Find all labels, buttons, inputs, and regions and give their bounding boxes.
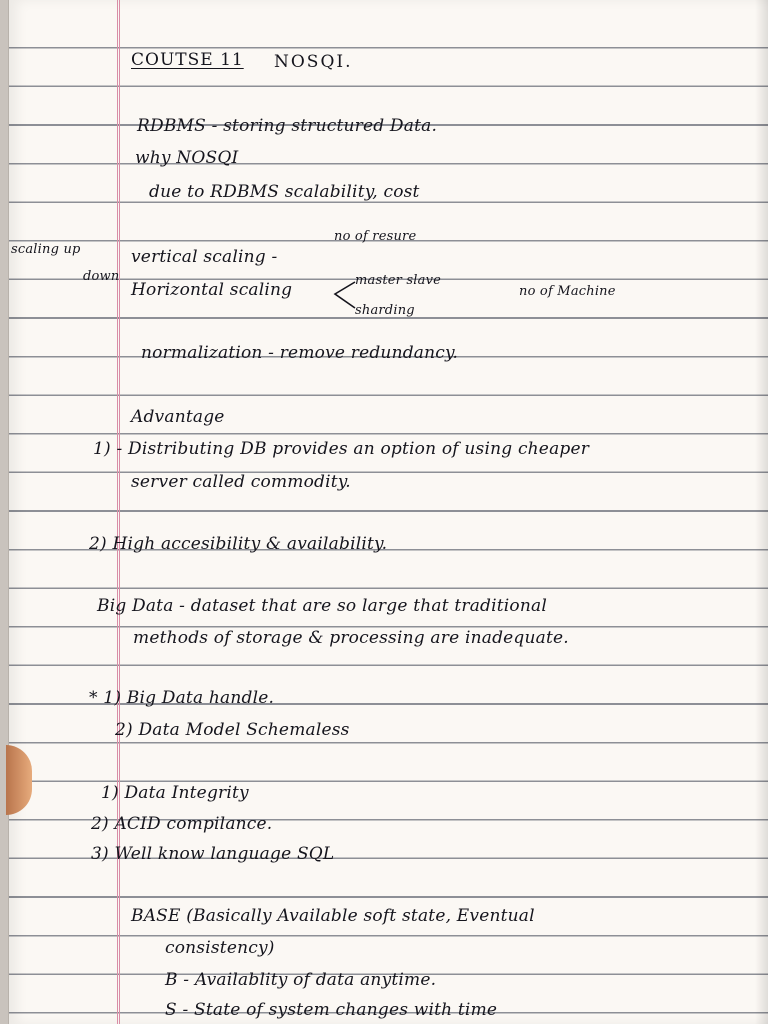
note-no-of-resource: no of resure (334, 229, 417, 244)
line-base-2: consistency) (165, 938, 275, 958)
line-base: BASE (Basically Available soft state, Eventual (131, 906, 535, 926)
note-sharding: sharding (355, 303, 415, 318)
line-advantage-1: 1) - Distributing DB provides an option of using cheaper (93, 439, 590, 459)
line-due-to: due to RDBMS scalability, cost (149, 182, 420, 202)
note-master-slave: master slave (355, 273, 442, 288)
branch-bracket (331, 280, 357, 312)
line-base-s: S - State of system changes with time (165, 1000, 498, 1020)
title-nosql: NOSQI. (274, 52, 353, 72)
margin-line (117, 0, 120, 1024)
line-big-data: Big Data - dataset that are so large that traditional (97, 596, 547, 616)
note-scaling-up: scaling up (11, 242, 81, 257)
line-rdbms: RDBMS - storing structured Data. (137, 116, 438, 136)
line-big-data-2: methods of storage & processing are inadequate. (133, 628, 569, 648)
note-down: down (83, 269, 120, 284)
line-advantage-2: 2) High accesibility & availability. (89, 534, 388, 554)
line-horizontal-scaling: Horizontal scaling (131, 280, 293, 300)
line-advantage-1b: server called commodity. (131, 472, 351, 492)
heading-advantage: Advantage (131, 407, 225, 427)
notebook-page (8, 0, 768, 1024)
title-course: COUTSE 11 (131, 50, 244, 70)
line-why-nosql: why NOSQI (135, 148, 239, 168)
line-star-1: * 1) Big Data handle. (89, 688, 275, 708)
line-normalization: normalization - remove redundancy. (141, 343, 459, 363)
line-point-2: 2) ACID compilance. (91, 814, 273, 834)
line-base-b: B - Availablity of data anytime. (165, 970, 437, 990)
page-edge-shadow (755, 0, 768, 1024)
line-vertical-scaling: vertical scaling - (131, 247, 278, 267)
line-star-2: 2) Data Model Schemaless (115, 720, 350, 740)
line-point-1: 1) Data Integrity (101, 783, 249, 803)
note-no-of-machine: no of Machine (519, 284, 616, 299)
line-point-3: 3) Well know language SQL (91, 844, 335, 864)
